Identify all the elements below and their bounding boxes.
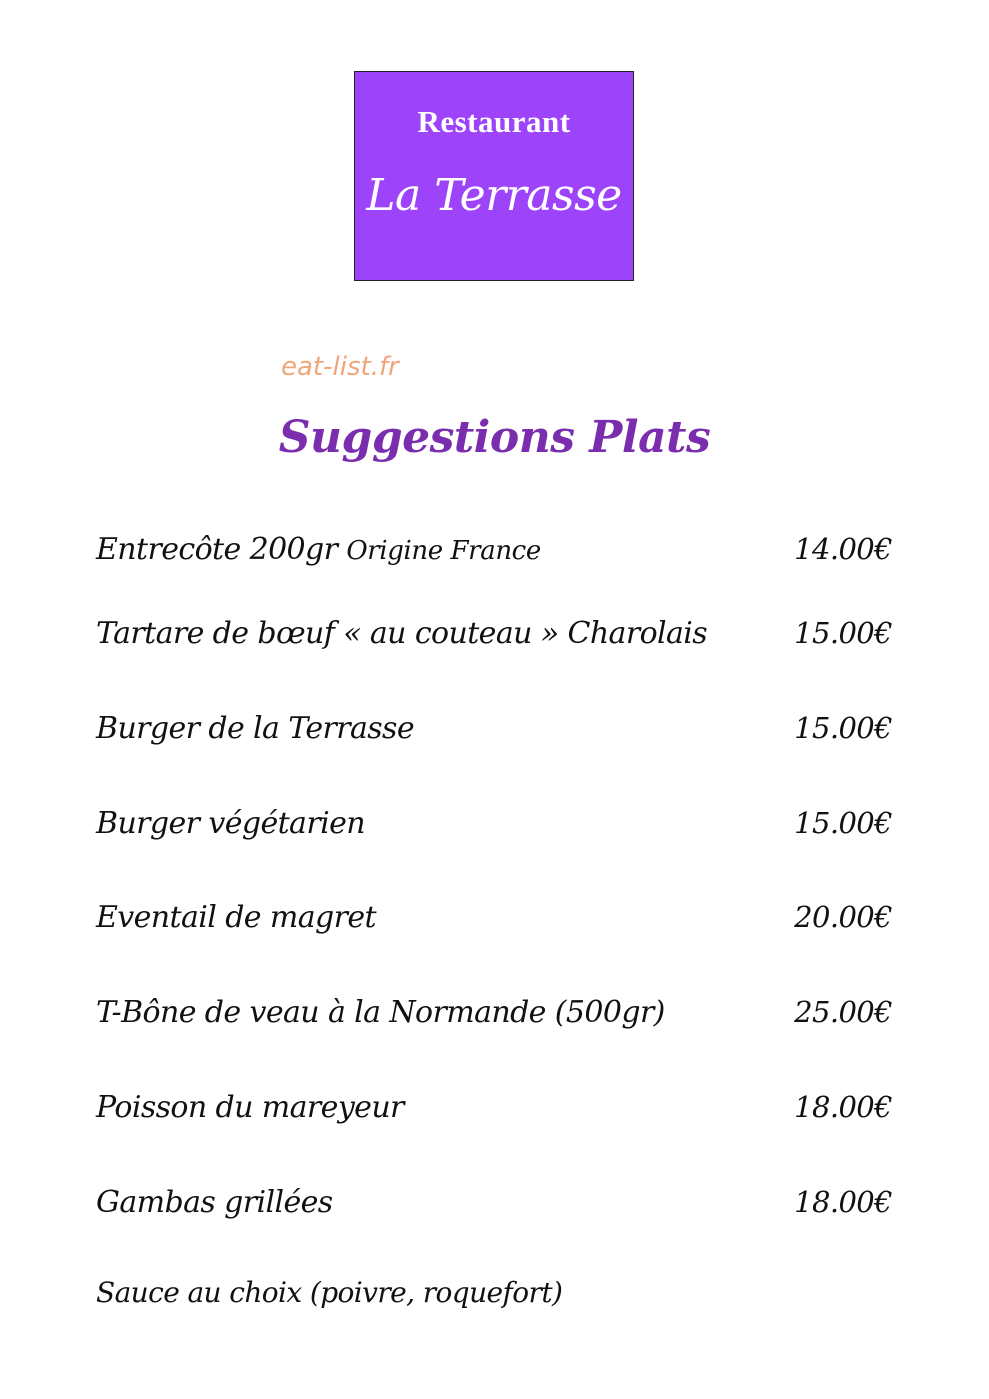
sauce-note: Sauce au choix (poivre, roquefort) [96,1276,563,1309]
menu-item-name: Tartare de bœuf « au couteau » Charolais [96,616,708,651]
menu-item-price: 18.00€ [794,1185,892,1219]
menu-item-name: Eventail de magret [96,900,376,935]
menu-item-name: Gambas grillées [96,1185,333,1220]
menu-item-name: Entrecôte 200gr Origine France [96,532,541,567]
menu-item-name: Poisson du mareyeur [96,1090,404,1125]
menu-item [96,900,892,940]
watermark: eat-list.fr [281,352,399,382]
menu-item-name: Burger végétarien [96,806,365,841]
section-title: Suggestions Plats [278,412,711,463]
menu-item [96,1090,892,1130]
restaurant-name: La Terrasse [366,170,622,221]
menu-item-price: 20.00€ [794,900,892,934]
menu-item-price: 25.00€ [794,995,892,1029]
menu-item-price: 15.00€ [794,616,892,650]
menu-item [96,1185,892,1225]
menu-item [96,806,892,846]
restaurant-title-box [354,71,634,281]
menu-item [96,711,892,751]
menu-item-price: 15.00€ [794,711,892,745]
restaurant-label: Restaurant [417,104,571,139]
menu-item [96,532,892,572]
menu-item-note: Origine France [346,536,541,566]
menu-item-price: 18.00€ [794,1090,892,1124]
menu-item-name: T-Bône de veau à la Normande (500gr) [96,995,665,1030]
menu-item-price: 15.00€ [794,806,892,840]
menu-item-name: Burger de la Terrasse [96,711,415,746]
menu-item [96,995,892,1035]
menu-item [96,616,892,656]
menu-item-price: 14.00€ [794,532,892,566]
